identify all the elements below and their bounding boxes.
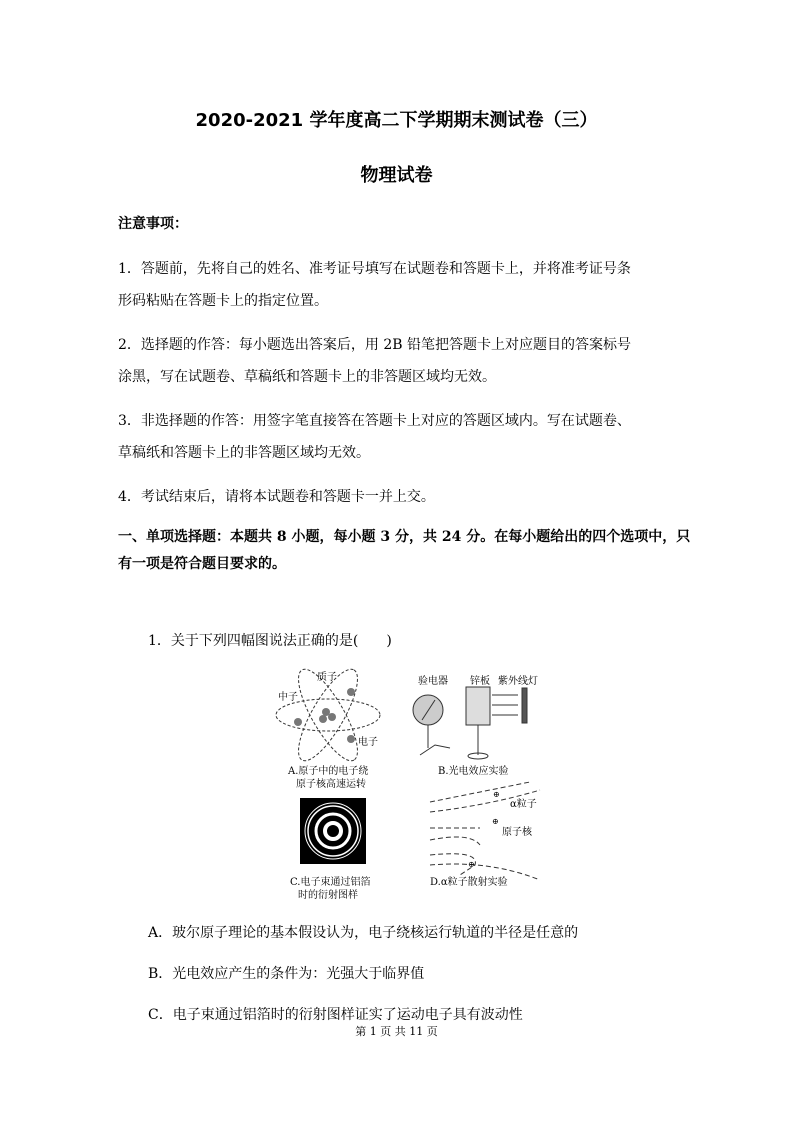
svg-text:⊕: ⊕ <box>493 790 500 799</box>
option-b: B．光电效应产生的条件为：光强大于临界值 <box>148 966 425 982</box>
note-3-line-1: 3．非选择题的作答：用签字笔直接答在答题卡上对应的答题区域内。写在试题卷、 <box>118 413 631 429</box>
note-3-line-2: 草稿纸和答题卡上的非答题区域均无效。 <box>118 445 370 461</box>
caption-c-line-1: C.电子束通过铝箔 <box>290 877 371 888</box>
label-zinc-plate: 锌板 <box>470 676 490 687</box>
note-1-line-1: 1．答题前，先将自己的姓名、准考证号填写在试题卷和答题卡上，并将准考证号条 <box>118 261 631 277</box>
question-1-stem: 1．关于下列四幅图说法正确的是( ) <box>148 633 392 649</box>
caption-a-line-1: A.原子中的电子绕 <box>288 766 369 777</box>
question-1-figure <box>270 660 570 900</box>
svg-text:⊕: ⊕ <box>468 860 475 869</box>
note-2-line-2: 涂黑，写在试题卷、草稿纸和答题卡上的非答题区域均无效。 <box>118 369 496 385</box>
note-1-line-2: 形码粘贴在答题卡上的指定位置。 <box>118 293 328 309</box>
electroscope <box>413 687 527 759</box>
section-heading-line-2: 有一项是符合题目要求的。 <box>118 556 286 572</box>
exam-title: 2020-2021 学年度高二下学期期末测试卷（三） <box>195 110 598 131</box>
option-a: A．玻尔原子理论的基本假设认为，电子绕核运行轨道的半径是任意的 <box>148 925 579 941</box>
label-nucleus: 原子核 <box>502 827 532 838</box>
option-c: C．电子束通过铝箔时的衍射图样证实了运动电子具有波动性 <box>148 1007 523 1023</box>
label-electroscope: 验电器 <box>418 676 448 687</box>
note-2-line-1: 2．选择题的作答：每小题选出答案后，用 2B 铅笔把答题卡上对应题目的答案标号 <box>118 337 632 353</box>
label-electron: 电子 <box>358 737 378 748</box>
svg-text:⊕: ⊕ <box>492 817 499 826</box>
caption-a-line-2: 原子核高速运转 <box>296 779 366 790</box>
diffraction-pattern <box>300 798 366 864</box>
page-footer: 第 1 页 共 11 页 <box>355 1025 438 1038</box>
label-uv-lamp: 紫外线灯 <box>498 676 538 687</box>
section-heading-line-1: 一、单项选择题：本题共 8 小题，每小题 3 分，共 24 分。在每小题给出的四个选项中，只 <box>118 529 691 545</box>
caption-d: D.α粒子散射实验 <box>430 877 508 888</box>
caption-c-line-2: 时的衍射图样 <box>298 890 358 901</box>
caption-b: B.光电效应实验 <box>438 766 509 777</box>
notes-heading: 注意事项： <box>118 216 188 232</box>
label-proton: 质子 <box>317 672 337 683</box>
label-neutron: 中子 <box>278 692 298 703</box>
note-4: 4．考试结束后，请将本试题卷和答题卡一并上交。 <box>118 489 435 505</box>
exam-subtitle: 物理试卷 <box>360 165 433 186</box>
label-alpha-particle: α粒子 <box>510 799 537 810</box>
